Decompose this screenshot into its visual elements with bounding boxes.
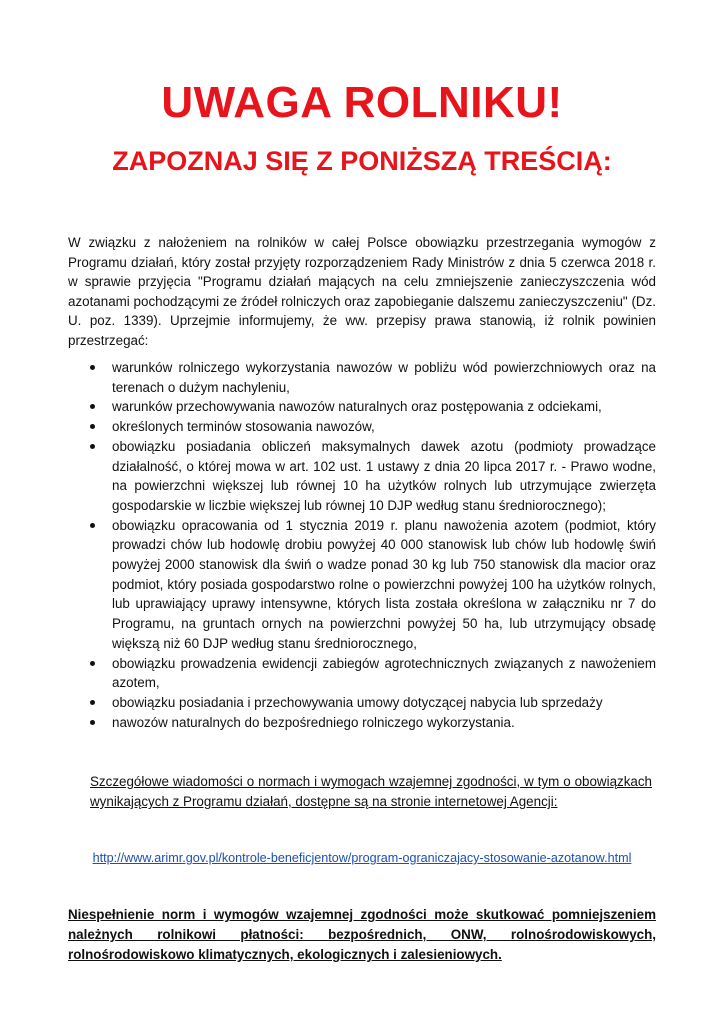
page-title: UWAGA ROLNIKU!: [161, 78, 563, 127]
list-item: [68, 516, 656, 654]
bullet-icon: [90, 424, 95, 429]
list-item-text: nawozów naturalnych do bezpośredniego rolniczego wykorzystania.: [112, 714, 515, 730]
list-item-text: określonych terminów stosowania nawozów,: [112, 419, 375, 435]
list-item: [68, 397, 656, 417]
page-subtitle: ZAPOZNAJ SIĘ Z PONIŻSZĄ TREŚCIĄ:: [112, 146, 612, 176]
list-item: [68, 417, 656, 437]
bullet-icon: [90, 444, 95, 449]
list-item: [68, 713, 656, 733]
bullet-icon: [90, 720, 95, 725]
bullet-icon: [90, 661, 95, 666]
intro-paragraph: W związku z nałożeniem na rolników w całej Polsce obowiązku przestrzegania wymogów z Programu działań, który został przyjęty rozporządzeniem Rady Ministrów z dnia 5 czerwca 2018 r. w sprawie przyjęcia "Programu działań mających na celu zmniejszenie zanieczyszczenia wód azotanami pochodzącymi ze źródeł rolniczych oraz zapobieganie dalszemu zanieczyszczeniu" (Dz. U. poz. 1339). Uprzejmie informujemy, że ww. przepisy prawa stanowią, iż rolnik powinien przestrzegać:: [68, 235, 656, 348]
bullet-icon: [90, 365, 95, 370]
list-item: [68, 437, 656, 516]
requirements-list: [68, 358, 656, 732]
list-item-text: obowiązku posiadania i przechowywania umowy dotyczącej nabycia lub sprzedaży: [112, 694, 603, 710]
list-item-text: warunków przechowywania nawozów naturalnych oraz postępowania z odciekami,: [112, 399, 602, 415]
bullet-icon: [90, 523, 95, 528]
warning-paragraph: Niespełnienie norm i wymogów wzajemnej zgodności może skutkować pomniejszeniem należnych rolnikowi płatności: bezpośrednich, ONW, rolnośrodowiskowych, rolnośrodowiskowo klimatycznych, ekologicznych i zalesieniowych.: [68, 907, 656, 962]
list-item: [68, 654, 656, 693]
list-item-text: obowiązku posiadania obliczeń maksymalnych dawek azotu (podmioty prowadzące działalność, o której mowa w art. 102 ust. 1 ustawy z dnia 20 lipca 2017 r. - Prawo wodne, na powierzchni większej lub równej 10 ha użytków rolnych lub utrzymujące zwierzęta gospodarskie w liczbie większej lub równej 10 DJP według stanu średniorocznego);: [112, 438, 656, 513]
list-item-text: obowiązku prowadzenia ewidencji zabiegów agrotechnicznych związanych z nawożeniem azotem,: [112, 655, 656, 691]
details-paragraph: Szczegółowe wiadomości o normach i wymogach wzajemnej zgodności, w tym o obowiązkach wynikających z Programu działań, dostępne są na stronie internetowej Agencji:: [90, 774, 652, 809]
arimr-link[interactable]: http://www.arimr.gov.pl/kontrole-beneficjentow/program-ograniczajacy-stosowanie-azotanow.html: [92, 851, 632, 865]
list-item-text: warunków rolniczego wykorzystania nawozów w pobliżu wód powierzchniowych oraz na terenach o dużym nachyleniu,: [112, 360, 656, 395]
list-item-text: obowiązku opracowania od 1 stycznia 2019 r. planu nawożenia azotem (podmiot, który prowadzi chów lub hodowlę drobiu powyżej 40 000 stanowisk lub chów lub hodowlę świń powyżej 2000 stanowisk dla świń o wadze ponad 30 kg lub 750 stanowisk dla macior oraz podmiot, który posiada gospodarstwo rolne o powierzchni powyżej 100 ha użytków rolnych, lub uprawiający uprawy intensywne, których lista została określona w załączniku nr 7 do Programu, na gruntach ornych na powierzchni powyżej 50 ha, lub utrzymujący obsadę większą niż 60 DJP według stanu średniorocznego,: [112, 517, 656, 651]
list-item: [68, 693, 656, 713]
bullet-icon: [90, 700, 95, 705]
list-item: [68, 358, 656, 397]
bullet-icon: [90, 404, 95, 409]
